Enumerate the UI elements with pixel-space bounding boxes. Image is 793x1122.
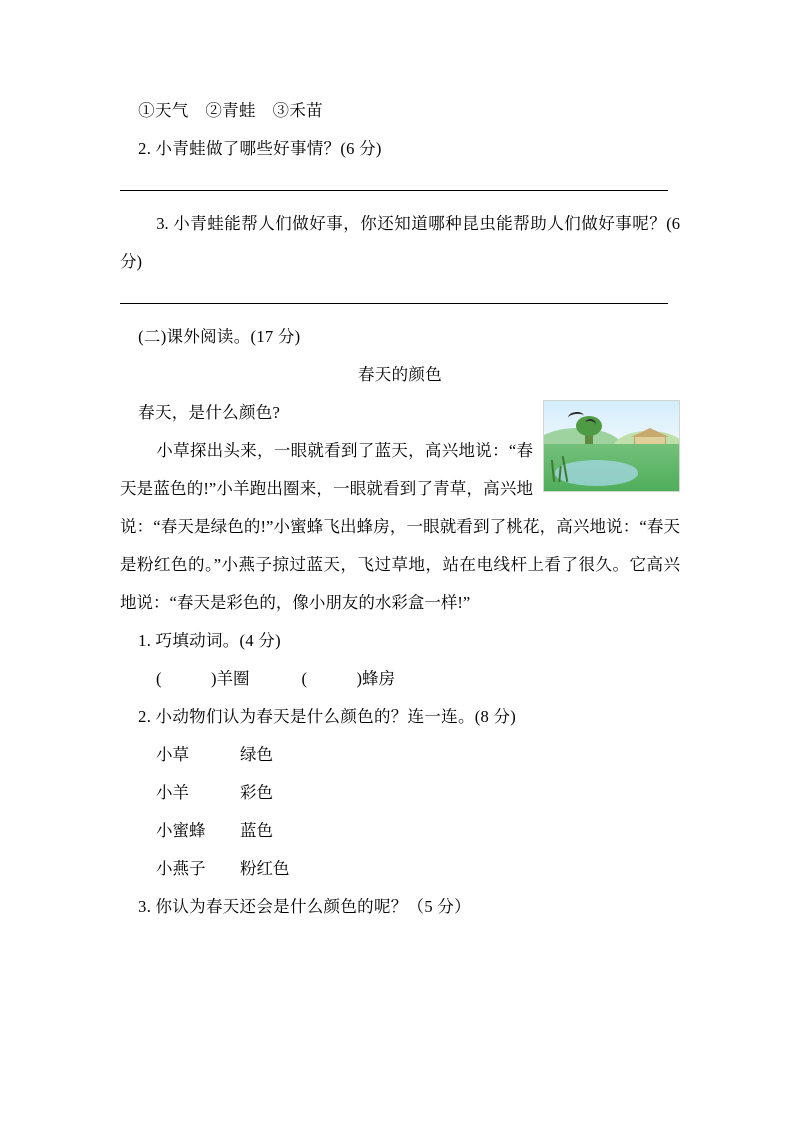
match-left-item[interactable]: 小蜜蜂 [156,821,206,840]
match-left-item[interactable]: 小羊 [156,783,189,802]
bird-icon [568,411,585,423]
answer-rule-2-wrapper [120,281,680,308]
section-heading-2: (二)课外阅读。(17 分) [138,327,301,346]
question-1-3: 3. 小青蛙能帮人们做好事，你还知道哪种昆虫能帮助人们做好事呢？(6 分) [120,214,680,271]
question-2-3: 3. 你认为春天还会是什么颜色的呢？（5 分） [138,897,471,916]
reading-paragraph-1: 春天，是什么颜色? [138,403,281,422]
spacer-1 [120,195,680,205]
match-row [120,850,680,888]
match-right-item[interactable]: 绿色 [240,745,273,764]
reading-title: 春天的颜色 [358,365,442,384]
reading-paragraph-2: 小草探出头来，一眼就看到了蓝天，高兴地说：“春天是蓝色的!”小羊跑出圈来，一眼就看到了青草，高兴地说：“春天是绿色的!”小蜜蜂飞出蜂房，一眼就看到了桃花，高兴地说：“春天是粉红色的。”小燕子掠过蓝天，飞过草地，站在电线杆上看了很久。它高兴地说：“春天是彩色的，像小朋友的水彩盒一样!” [120,441,680,612]
verb-blank-right[interactable]: ( )蜂房 [301,669,395,688]
matching-exercise [120,736,680,888]
answer-line-rule-1 [120,190,668,191]
match-right-item[interactable]: 彩色 [240,783,273,802]
match-row [120,812,680,850]
match-right-item[interactable]: 粉红色 [240,859,290,878]
match-right-item[interactable]: 蓝色 [240,821,273,840]
match-row [120,774,680,812]
match-left-item[interactable]: 小燕子 [156,859,206,878]
match-left-item[interactable]: 小草 [156,745,189,764]
question-1-2: 2. 小青蛙做了哪些好事情？(6 分) [138,139,382,158]
match-row [120,736,680,774]
question-2-2: 2. 小动物们认为春天是什么颜色的？连一连。(8 分) [138,707,517,726]
illustration-pond [555,460,639,485]
verb-fill-row [120,660,680,698]
answer-options-line: ①天气 ②青蛙 ③禾苗 [138,101,323,120]
verb-blank-left[interactable]: ( )羊圈 [156,669,250,688]
answer-line-rule-2 [120,303,668,304]
spring-scenery-illustration [543,400,680,492]
answer-rule-1-wrapper [120,168,680,195]
page-content [120,92,680,926]
bird-icon-2 [584,418,597,430]
question-2-1: 1. 巧填动词。(4 分) [138,631,281,650]
spacer-2 [120,308,680,318]
